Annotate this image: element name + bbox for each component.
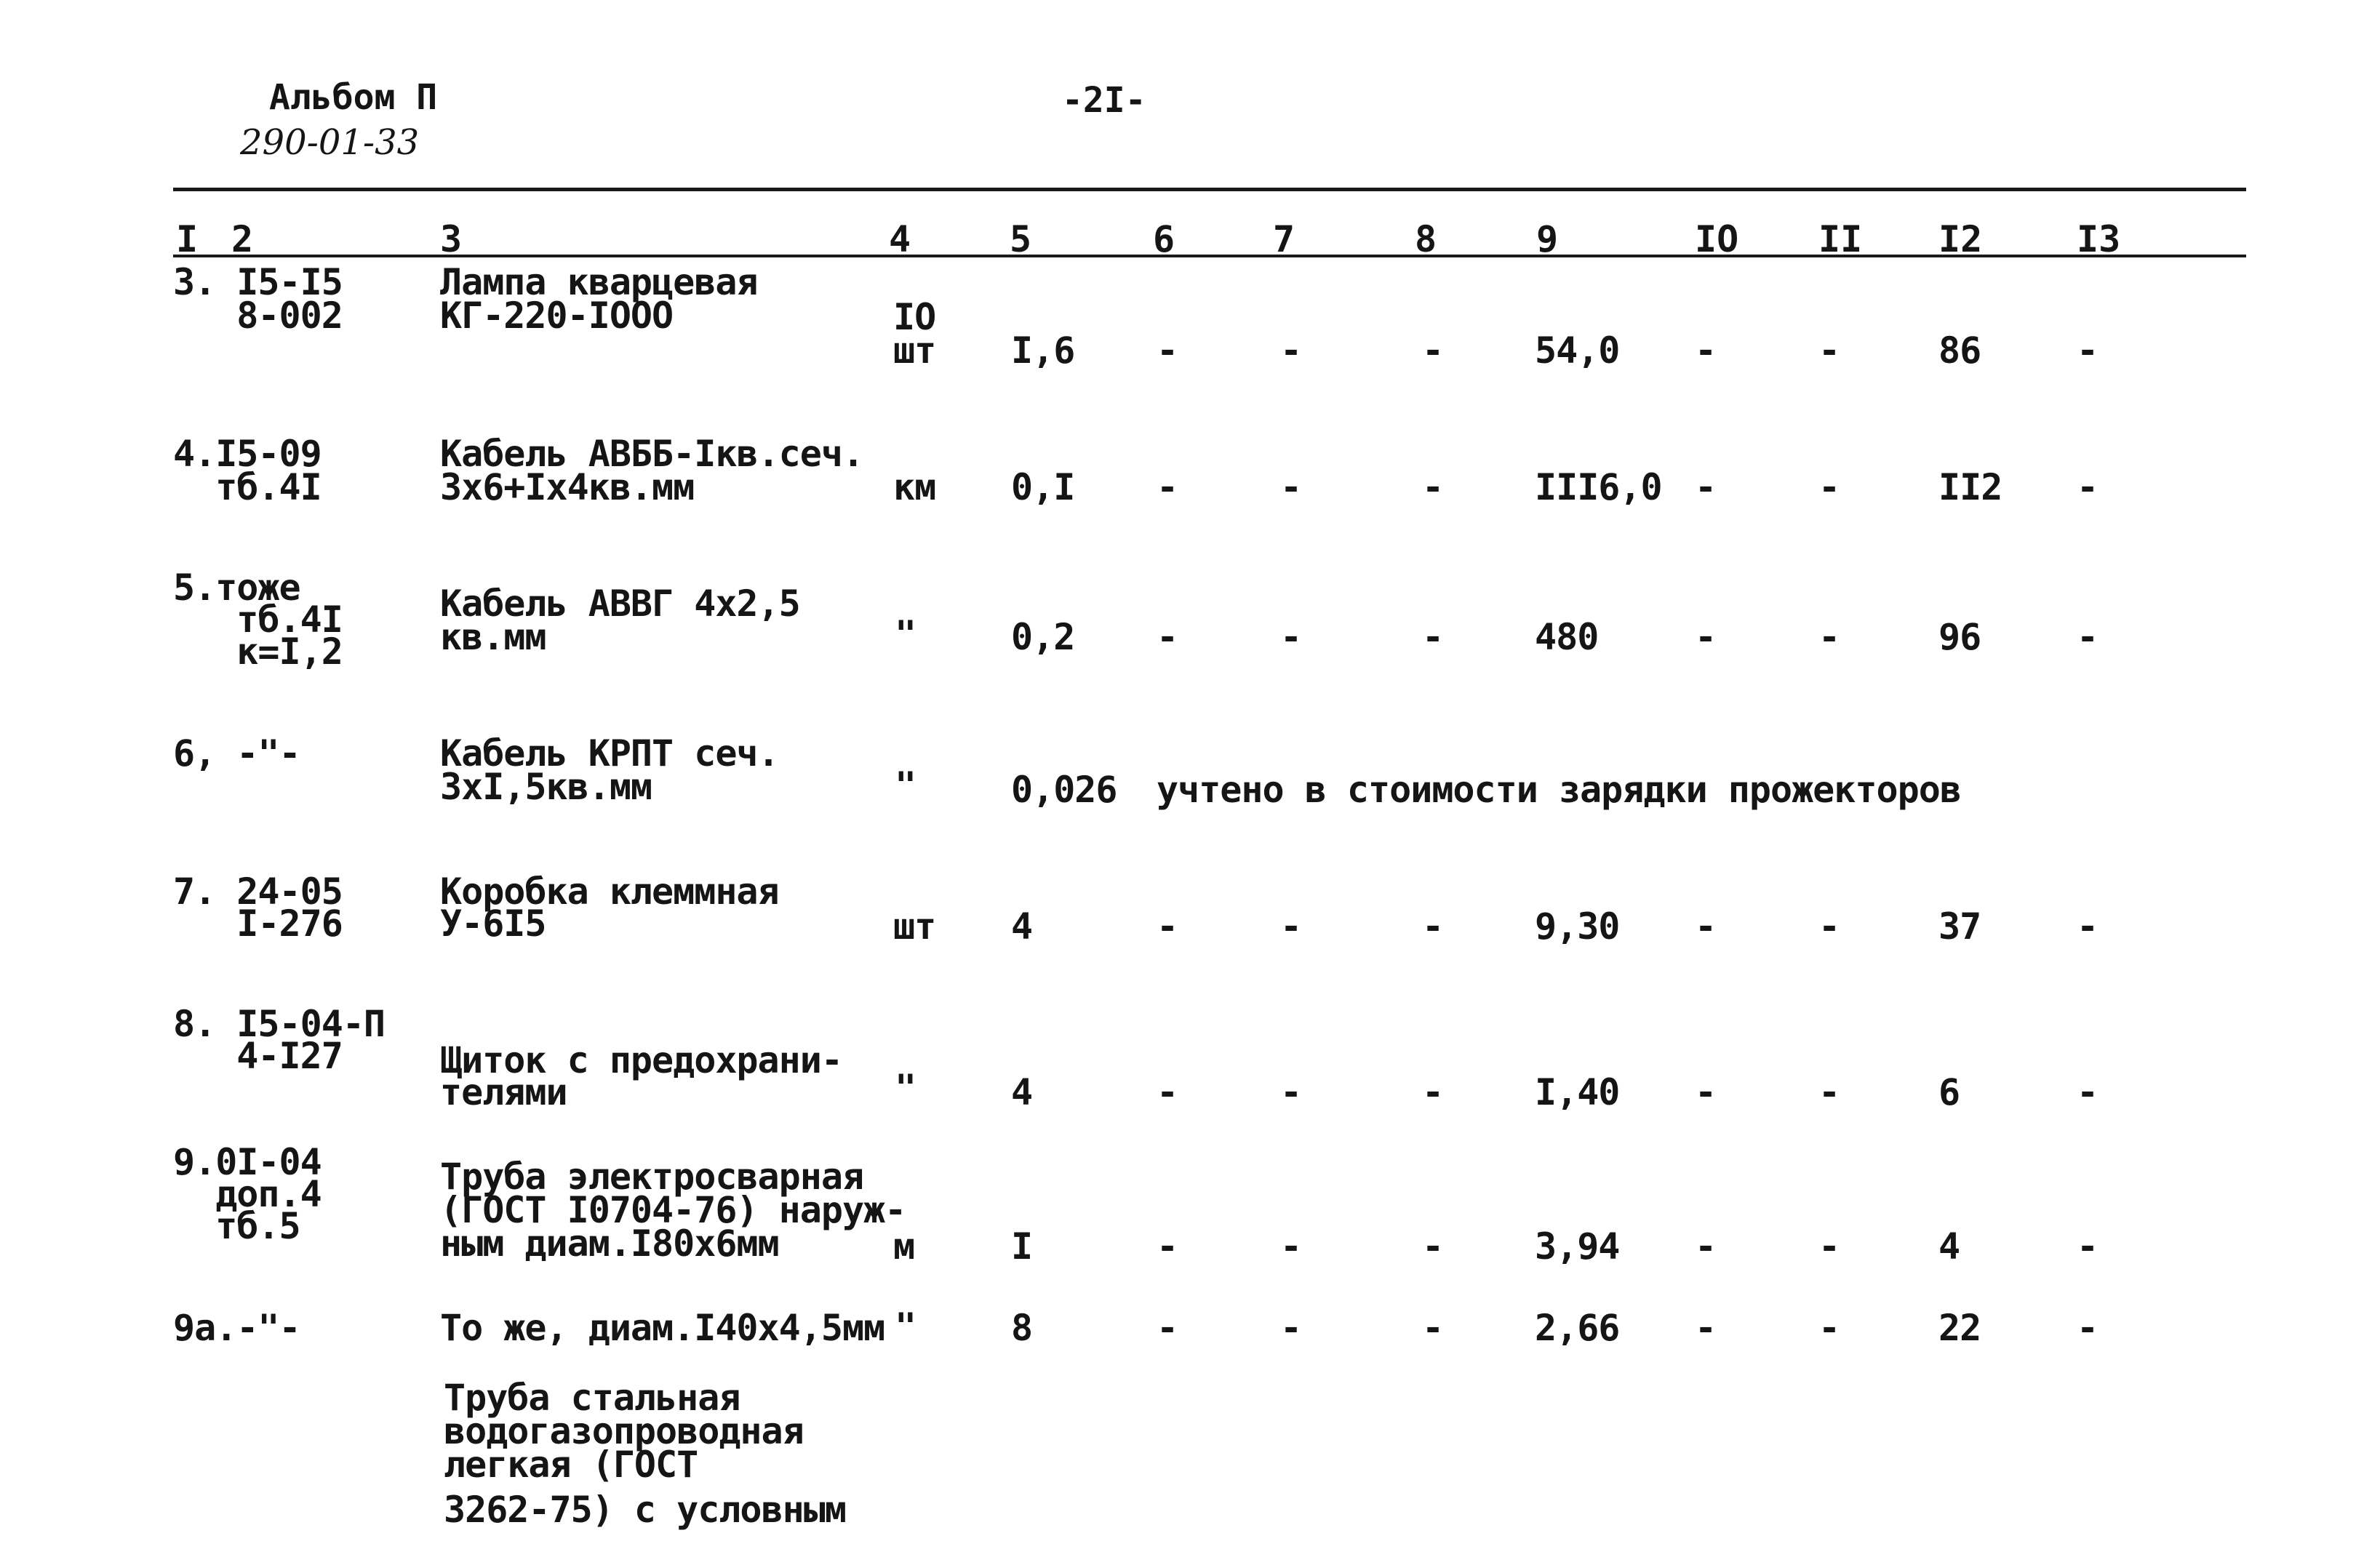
cell-7: -	[1280, 1071, 1302, 1113]
cell-13: -	[2077, 1071, 2099, 1113]
row-number: тб.4I	[173, 599, 343, 641]
unit: км	[893, 466, 936, 508]
row-number: I-276	[173, 902, 343, 945]
unit: шт	[893, 905, 936, 948]
cell-7: -	[1280, 466, 1302, 508]
document-code: 290-01-33	[240, 122, 420, 163]
cell-7: -	[1280, 905, 1302, 948]
quantity: 0,2	[1011, 616, 1075, 658]
item-name: 3хI,5кв.мм	[440, 766, 652, 808]
cell-12: 37	[1938, 905, 1981, 948]
item-name: Кабель АВББ-Iкв.сеч.	[440, 433, 864, 475]
col-9: 9	[1536, 218, 1559, 260]
album-title: Альбом П	[269, 77, 438, 118]
item-name: Щиток с предохрани-	[440, 1039, 842, 1081]
cell-8: -	[1422, 1225, 1444, 1268]
page-number: -2I-	[1062, 80, 1146, 121]
item-name: То же, диам.I40х4,5мм	[440, 1307, 885, 1349]
cell-6: -	[1157, 616, 1178, 658]
row-number: тб.4I	[173, 466, 322, 508]
item-name: ным диам.I80х6мм	[440, 1222, 779, 1265]
cell-11: -	[1818, 1225, 1840, 1268]
cell-11: -	[1818, 1307, 1840, 1349]
cell-9: 3,94	[1535, 1225, 1620, 1268]
row-number: 6, -"-	[173, 732, 300, 774]
cell-10: -	[1695, 1071, 1717, 1113]
cell-12: 22	[1938, 1307, 1981, 1349]
col-5: 5	[1010, 218, 1032, 260]
row-number: 8. I5-04-П	[173, 1003, 386, 1045]
cell-12: 86	[1938, 329, 1981, 372]
col-7: 7	[1273, 218, 1295, 260]
cell-6: -	[1157, 466, 1178, 508]
column-header-rule	[173, 255, 2246, 257]
cell-7: -	[1280, 616, 1302, 658]
cell-12: 4	[1938, 1225, 1960, 1268]
cell-11: -	[1818, 905, 1840, 948]
item-name: кв.мм	[440, 616, 546, 658]
quantity: I,6	[1011, 329, 1075, 372]
cell-6: -	[1157, 1225, 1178, 1268]
row-number: к=I,2	[173, 631, 343, 673]
row-number: 5.тоже	[173, 567, 300, 609]
item-name: Кабель КРПТ сеч.	[440, 732, 779, 774]
cell-10: -	[1695, 616, 1717, 658]
cell-11: -	[1818, 329, 1840, 372]
row-number: 9.0I-04	[173, 1141, 322, 1183]
item-name: КГ-220-IOOO	[440, 295, 674, 337]
row-number: тб.5	[173, 1205, 300, 1247]
cell-11: -	[1818, 466, 1840, 508]
item-name: Труба электросварная	[440, 1156, 864, 1198]
col-6: 6	[1153, 218, 1175, 260]
cell-7: -	[1280, 1307, 1302, 1349]
cell-8: -	[1422, 329, 1444, 372]
cell-8: -	[1422, 905, 1444, 948]
col-3: 3	[440, 218, 463, 260]
col-2: 2	[231, 218, 254, 260]
top-rule	[173, 188, 2246, 191]
col-11: II	[1818, 218, 1863, 260]
cell-7: -	[1280, 329, 1302, 372]
quantity: 4	[1011, 905, 1033, 948]
row-number: 8-002	[173, 295, 343, 337]
unit: "	[895, 1305, 917, 1348]
col-12: I2	[1938, 218, 1983, 260]
unit: "	[895, 764, 917, 806]
unit: "	[895, 613, 917, 655]
item-name: 3262-75) с условным	[444, 1489, 846, 1531]
cell-8: -	[1422, 1307, 1444, 1349]
item-name: Коробка клеммная	[440, 870, 779, 913]
cell-9: 480	[1535, 616, 1599, 658]
quantity: 4	[1011, 1071, 1033, 1113]
cell-12: 6	[1938, 1071, 1960, 1113]
cell-13: -	[2077, 1307, 2099, 1349]
cell-13: -	[2077, 329, 2099, 372]
cell-10: -	[1695, 466, 1717, 508]
quantity: 0,026	[1011, 769, 1117, 811]
col-10: IO	[1695, 218, 1739, 260]
cell-10: -	[1695, 329, 1717, 372]
cell-9: 2,66	[1535, 1307, 1620, 1349]
cell-9: 54,0	[1535, 329, 1620, 372]
quantity: 8	[1011, 1307, 1033, 1349]
item-name: водогазопроводная	[444, 1410, 804, 1452]
cell-12: II2	[1938, 466, 2002, 508]
cell-12: 96	[1938, 616, 1981, 658]
item-name: 3х6+Iх4кв.мм	[440, 466, 695, 508]
cell-13: -	[2077, 616, 2099, 658]
row-number: 4.I5-09	[173, 433, 322, 475]
quantity: 0,I	[1011, 466, 1075, 508]
cell-13: -	[2077, 466, 2099, 508]
item-name: Лампа кварцевая	[440, 261, 758, 303]
cell-6: -	[1157, 905, 1178, 948]
cell-8: -	[1422, 466, 1444, 508]
row-number: 3. I5-I5	[173, 261, 343, 303]
cell-6: -	[1157, 1071, 1178, 1113]
cell-8: -	[1422, 616, 1444, 658]
col-4: 4	[889, 218, 911, 260]
unit: шт	[893, 329, 936, 372]
cell-9: III6,0	[1535, 466, 1662, 508]
cell-6: -	[1157, 1307, 1178, 1349]
item-name: Кабель АВВГ 4х2,5	[440, 583, 800, 625]
item-name: телями	[440, 1071, 567, 1113]
cell-11: -	[1818, 1071, 1840, 1113]
cell-9: I,40	[1535, 1071, 1620, 1113]
row-number: доп.4	[173, 1173, 322, 1215]
unit: IO	[893, 296, 936, 338]
cell-13: -	[2077, 905, 2099, 948]
cell-10: -	[1695, 1225, 1717, 1268]
item-name: (ГОСТ I0704-76) наруж-	[440, 1189, 906, 1231]
col-13: I3	[2077, 218, 2121, 260]
unit: "	[895, 1067, 917, 1109]
cell-6: -	[1157, 329, 1178, 372]
item-name: Труба стальная	[444, 1377, 740, 1419]
row-number: 7. 24-05	[173, 870, 343, 913]
item-name: легкая (ГОСТ	[444, 1444, 698, 1486]
quantity: I	[1011, 1225, 1033, 1268]
unit: м	[893, 1225, 915, 1268]
row-number: 4-I27	[173, 1035, 343, 1077]
cell-10: -	[1695, 905, 1717, 948]
col-8: 8	[1415, 218, 1437, 260]
cell-13: -	[2077, 1225, 2099, 1268]
cell-11: -	[1818, 616, 1840, 658]
item-name: У-6I5	[440, 902, 546, 945]
cell-7: -	[1280, 1225, 1302, 1268]
cell-8: -	[1422, 1071, 1444, 1113]
row-number: 9а.-"-	[173, 1307, 300, 1349]
cell-9: 9,30	[1535, 905, 1620, 948]
row-note: учтено в стоимости зарядки прожекторов	[1157, 769, 1961, 811]
col-1: I	[176, 218, 199, 260]
cell-10: -	[1695, 1307, 1717, 1349]
